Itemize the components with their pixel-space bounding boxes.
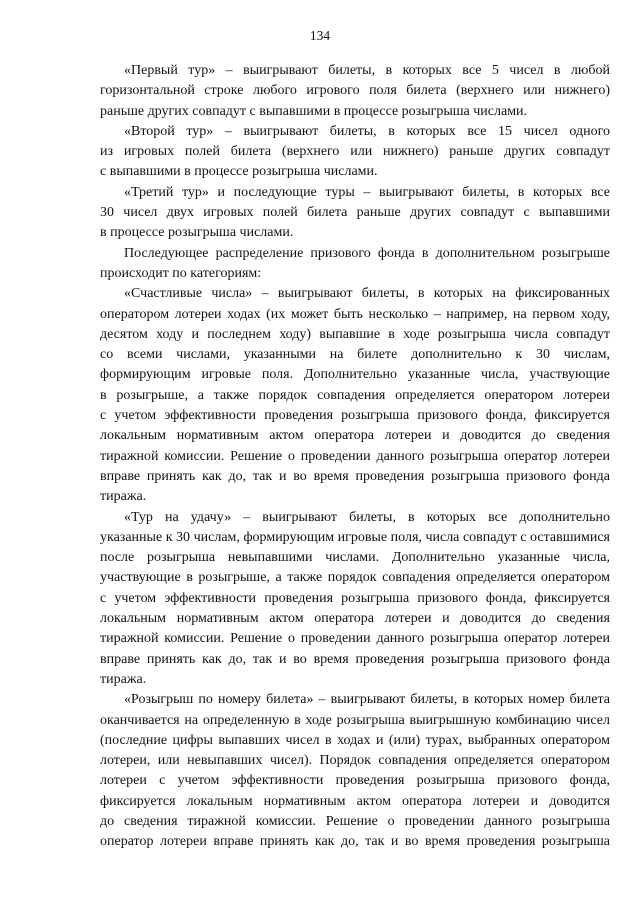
text-line: указанные к 30 числам, формирующим игровые поля, числа совпадут с оставшимися	[100, 529, 610, 545]
text-line: тиража.	[100, 489, 147, 505]
text-line: оператор лотереи вправе принять как до, так и во время проведения розыгрыша	[100, 834, 610, 850]
paragraph	[100, 183, 610, 244]
text-line: происходит по категориям:	[100, 265, 262, 281]
text-line: фиксируется локальным нормативным актом оператора лотереи и доводится	[100, 793, 610, 809]
text-line: с учетом эффективности проведения розыгрыша призового фонда, фиксируется	[100, 408, 610, 424]
paragraph	[100, 690, 610, 852]
text-line: участвующие в розыгрыше, а также порядок совпадения определяется оператором	[100, 570, 610, 586]
text-line: тиражной комиссии. Решение о проведении данного розыгрыша оператор лотереи	[100, 448, 610, 464]
text-line: раньше других совпадут с выпавшими в процессе розыгрыша числами.	[100, 103, 528, 119]
paragraph	[100, 122, 610, 183]
text-line: «Второй тур» – выигрывают билеты, в которых все 15 чисел одного	[124, 123, 610, 139]
text-line: вправе принять как до, так и во время проведения розыгрыша призового фонда	[100, 468, 610, 484]
page-number: 134	[309, 28, 331, 43]
text-line: локальным нормативным актом оператора лотереи и доводится до сведения	[100, 428, 610, 444]
text-line: в розыгрыше, а также порядок совпадения определяется оператором лотереи	[100, 387, 610, 403]
text-line: «Первый тур» – выигрывают билеты, в которых все 5 чисел в любой	[124, 63, 610, 78]
text-line: оператором лотереи ходах (их может быть несколько – например, на первом ходу,	[100, 306, 610, 322]
paragraph	[100, 244, 610, 285]
text-line: с выпавшими в процессе розыгрыша числами.	[100, 164, 378, 180]
text-line: десятом ходу и последнем ходу) выпавшие в ходе розыгрыша числа совпадут	[100, 326, 610, 342]
text-line: в процессе розыгрыша числами.	[100, 225, 294, 241]
text-line: лотереи, или невыпавших чисел). Порядок совпадения определяется оператором	[100, 753, 610, 769]
text-line: тиража.	[100, 671, 147, 687]
text-line: лотереи с учетом эффективности проведения розыгрыша призового фонда,	[100, 773, 610, 789]
text-line: горизонтальной строке любого игрового поля билета (верхнего или нижнего)	[100, 83, 610, 99]
text-line: «Тур на удачу» – выигрывают билеты, в которых все дополнительно	[124, 509, 610, 525]
text-line: до сведения тиражной комиссии. Решение о проведении данного розыгрыша	[100, 813, 610, 829]
text-line: с учетом эффективности проведения розыгрыша призового фонда, фиксируется	[100, 590, 610, 606]
text-line: «Розыгрыш по номеру билета» – выигрывают билеты, в которых номер билета	[124, 692, 610, 708]
text-line: (последние цифры выпавших чисел в ходах и (или) турах, выбранных оператором	[100, 732, 610, 748]
text-line: локальным нормативным актом оператора лотереи и доводится до сведения	[100, 611, 610, 627]
text-line: оканчивается на определенную в ходе розыгрыша выигрышную комбинацию чисел	[100, 712, 610, 728]
paragraph	[100, 508, 610, 691]
text-line: формирующим игровые поля. Дополнительно указанные числа, участвующие	[100, 367, 610, 383]
text-line: со всеми числами, указанными на билете дополнительно к 30 числам,	[100, 347, 610, 363]
text-line: «Счастливые числа» – выигрывают билеты, в которых на фиксированных	[124, 286, 610, 302]
paragraph	[100, 61, 610, 122]
text-line: после розыгрыша невыпавшими числами. Дополнительно указанные числа,	[100, 550, 610, 566]
text-line: тиражной комиссии. Решение о проведении данного розыгрыша оператор лотереи	[100, 631, 610, 647]
text-line: 30 чисел двух игровых полей билета раньше других совпадут с выпавшими	[100, 205, 610, 221]
document-body	[100, 61, 610, 853]
paragraph	[100, 284, 610, 507]
text-line: Последующее распределение призового фонда в дополнительном розыгрыше	[124, 245, 610, 261]
text-line: «Третий тур» и последующие туры – выигрывают билеты, в которых все	[124, 184, 610, 200]
text-line: из игровых полей билета (верхнего или нижнего) раньше других совпадут	[100, 144, 610, 160]
text-line: вправе принять как до, так и во время проведения розыгрыша призового фонда	[100, 651, 610, 667]
